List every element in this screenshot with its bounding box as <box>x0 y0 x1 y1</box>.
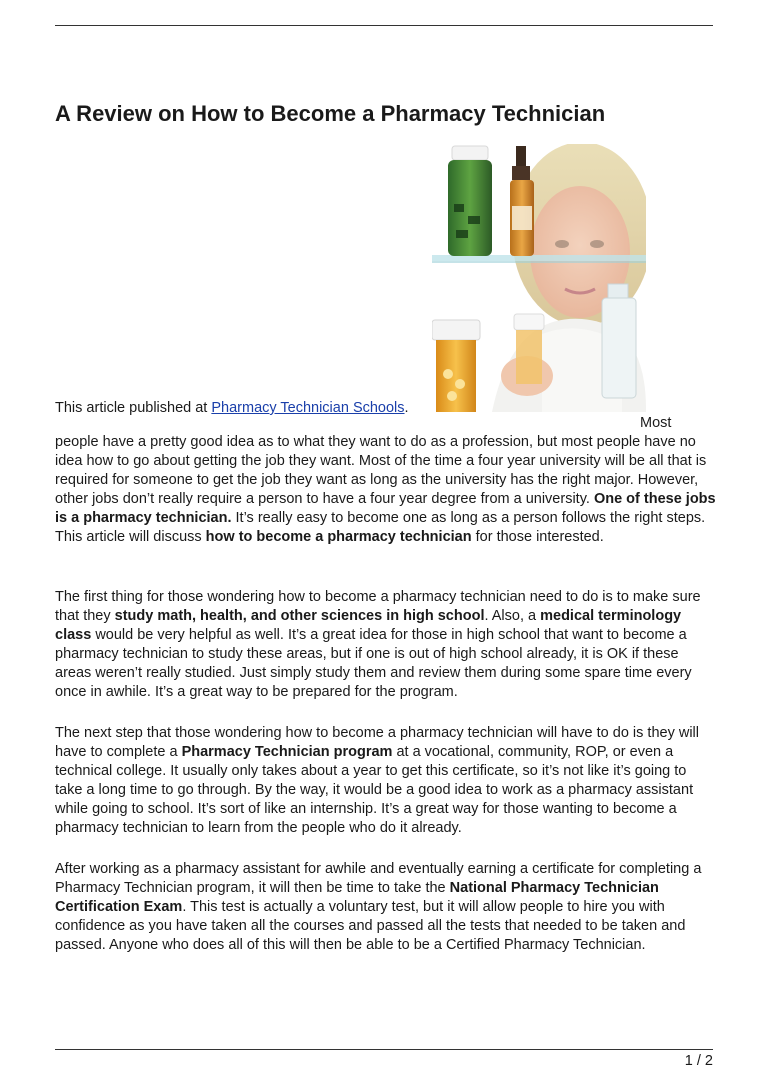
intro-prefix: This article published at <box>55 400 212 416</box>
body-paragraph <box>55 588 717 702</box>
body-paragraph <box>55 860 717 955</box>
text-run: would be very helpful as well. It’s a great idea for those in high school that want to become a pharmacy technician to study these areas, but if one is out of high school already, it is OK if these areas weren’t really studied. Just simply study them and review them during some spare time every once in awhile. It’s a great way to be prepared for the program. <box>55 627 692 700</box>
text-run: . This test is actually a voluntary test, but it will allow people to hire you with confidence as you have taken all the courses and passed all the tests that needed to be taken and passed. Anyone who does all of this will then be able to be a Certified Pharmacy Technician. <box>55 899 686 953</box>
bold-phrase: National Pharmacy Technician Certification Exam <box>55 880 659 915</box>
text-run: The first thing for those wondering how to become a pharmacy technician need to do is to make sure that they <box>55 589 701 624</box>
top-rule <box>55 25 713 26</box>
bold-phrase: Pharmacy Technician program <box>181 744 393 760</box>
bold-phrase: study math, health, and other sciences in high school <box>114 608 485 624</box>
text-run: people have a pretty good idea as to what they want to do as a profession, but most people have no idea how to go about getting the job they want. Most of the time a four year university will be all that is required for someone to get the job they want as long as the university has the right major. However, other jobs don’t really require a person to have a four year degree from a university. <box>55 434 707 507</box>
text-run: After working as a pharmacy assistant for awhile and eventually earning a certificate for completing a Pharmacy Technician program, it will then be time to take the <box>55 861 702 896</box>
text-run: The next step that those wondering how to become a pharmacy technician will have to do is they will have to complete a <box>55 725 699 760</box>
page-number: 1 / 2 <box>684 1053 713 1069</box>
text-run: . Also, a <box>484 608 541 624</box>
body-paragraph <box>55 433 717 547</box>
intro-line <box>55 399 409 418</box>
pharmacy-photo-illustration <box>432 144 646 412</box>
bold-phrase: how to become a pharmacy technician <box>205 529 472 545</box>
bold-phrase: medical terminology class <box>55 608 682 643</box>
bold-phrase: One of these jobs is a pharmacy technician. <box>55 491 716 526</box>
intro-suffix: . <box>404 400 409 416</box>
intro-tail: Most <box>640 415 672 431</box>
text-run: for those interested. <box>471 529 604 545</box>
body-paragraph <box>55 724 717 838</box>
page-title: A Review on How to Become a Pharmacy Technician <box>55 101 606 126</box>
text-run: at a vocational, community, ROP, or even a technical college. It usually only takes about a year to get this certificate, so it’s not like it’s going to take a long time to go through. By the way, it would be a good idea to work as a pharmacy assistant while going to school. It’s sort of like an internship. It’s a great way for those wanting to become a pharmacy technician to learn from the people who do it already. <box>55 744 694 836</box>
pharmacy-photo <box>432 144 646 412</box>
footer-rule <box>55 1049 713 1050</box>
text-run: It’s really easy to become one as long as a person follows the right steps. This article will discuss <box>55 510 706 545</box>
pharmacy-technician-schools-link[interactable]: Pharmacy Technician Schools <box>211 400 405 416</box>
